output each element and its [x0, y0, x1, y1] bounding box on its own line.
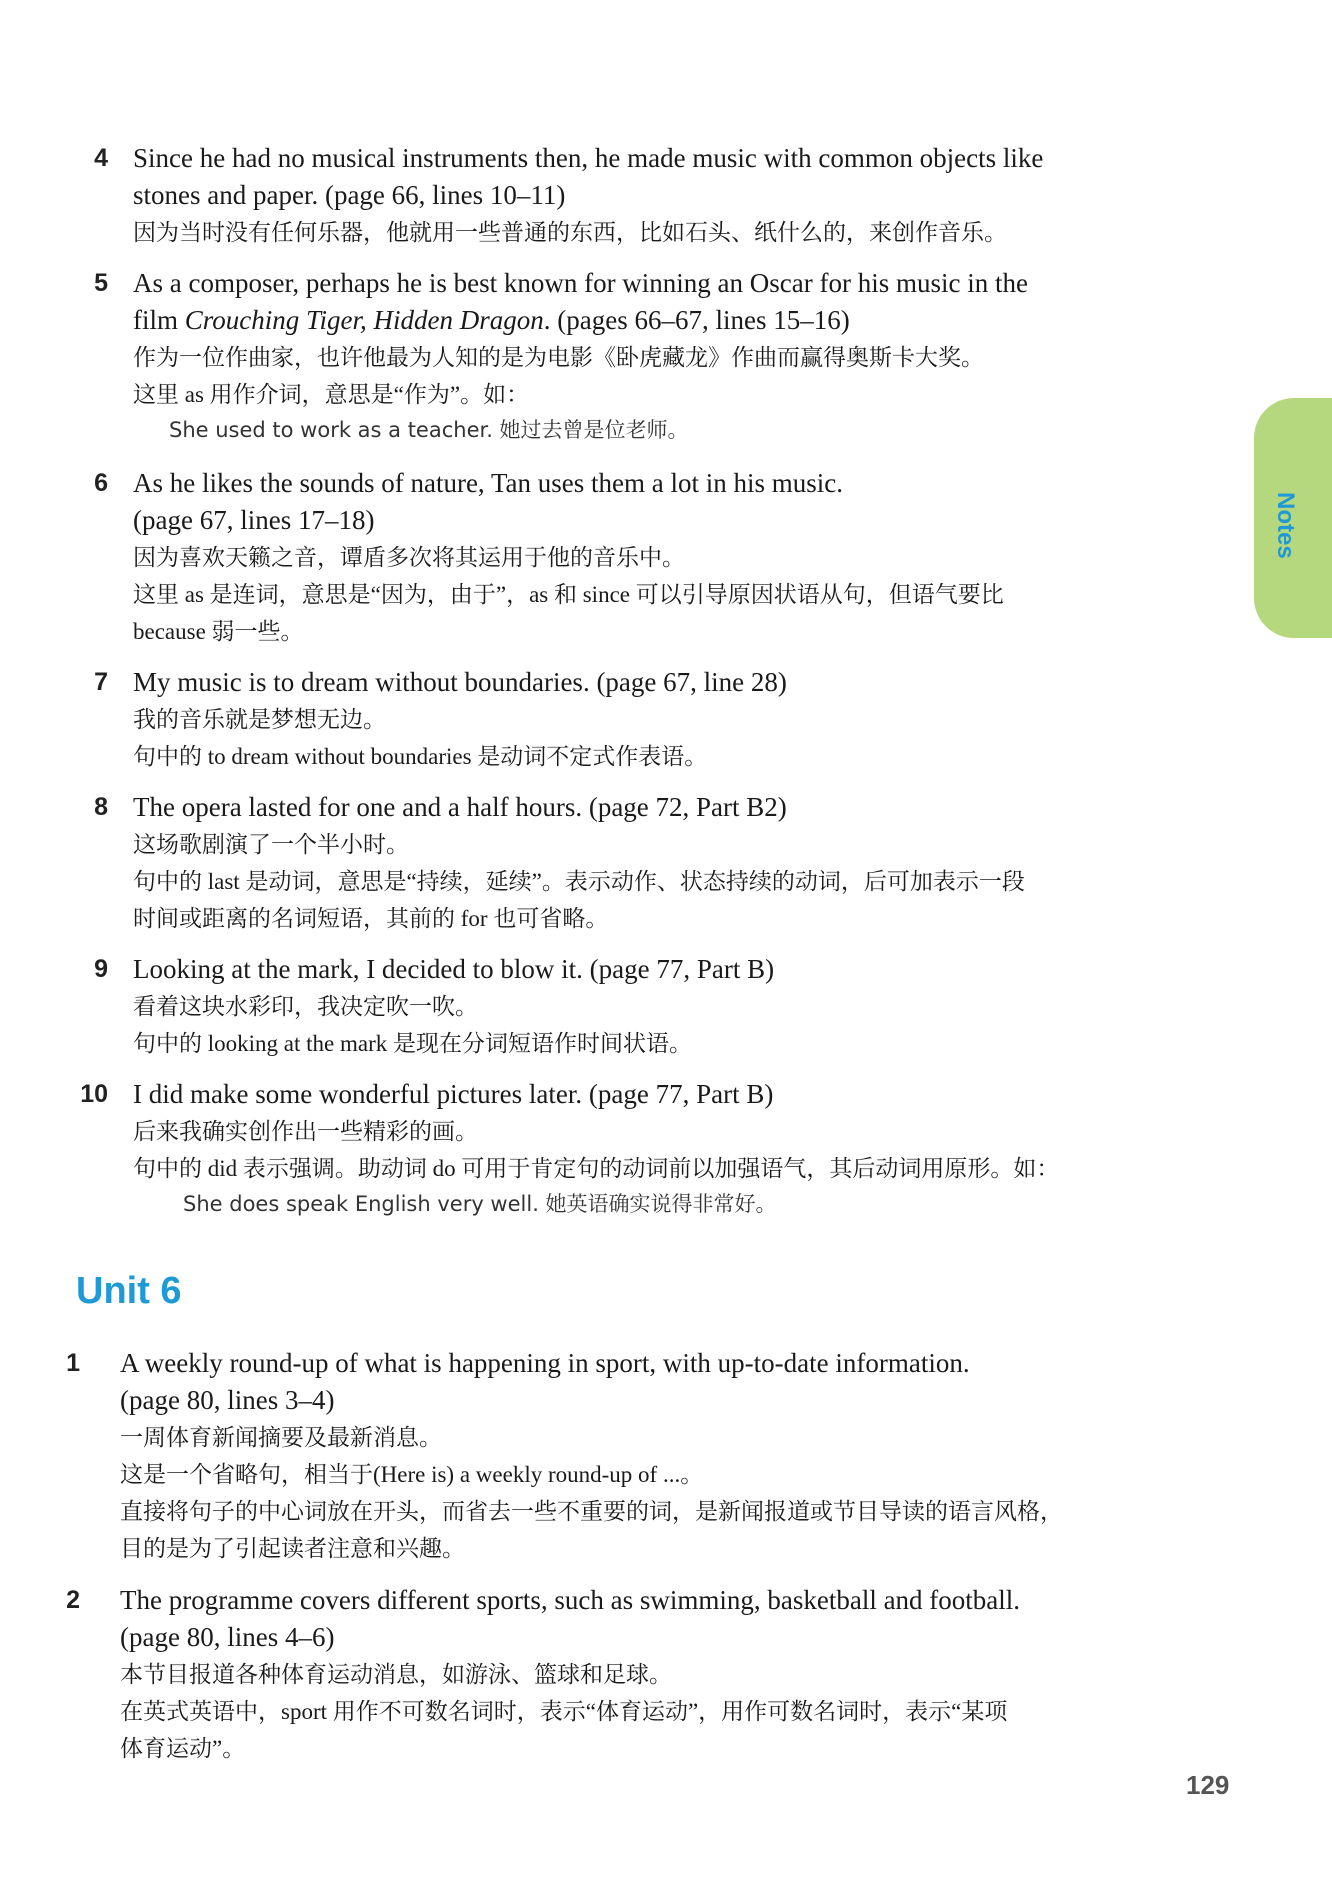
note-number: 1: [66, 1349, 80, 1377]
chinese-translation: 这场歌剧演了一个半小时。: [133, 832, 409, 857]
chinese-translation: 因为当时没有任何乐器，他就用一些普通的东西，比如石头、纸什么的，来创作音乐。: [133, 220, 1007, 245]
unit6-note-1: [0, 1345, 1230, 1567]
english-sentence: (page 67, lines 17–18): [133, 505, 375, 535]
note-4: [0, 140, 1230, 251]
grammar-explanation: 这里 as 是连词，意思是“因为，由于”，as 和 since 可以引导原因状语从句，但语气要比: [133, 582, 1004, 607]
english-sentence: stones and paper. (page 66, lines 10–11): [133, 180, 566, 210]
note-6: [0, 465, 1230, 650]
grammar-explanation: 句中的 last 是动词，意思是“持续，延续”。表示动作、状态持续的动词，后可加表示一段: [133, 869, 1025, 894]
chinese-translation: 作为一位作曲家，也许他最为人知的是为电影《卧虎藏龙》作曲而赢得奥斯卡大奖。: [133, 345, 984, 370]
english-sentence: The opera lasted for one and a half hours. (page 72, Part B2): [133, 792, 787, 822]
english-sentence: I did make some wonderful pictures later. (page 77, Part B): [133, 1079, 774, 1109]
note-number: 4: [94, 144, 108, 172]
english-sentence: As he likes the sounds of nature, Tan uses them a lot in his music.: [133, 468, 844, 498]
film-title: Crouching Tiger, Hidden Dragon: [184, 305, 544, 335]
page-reference: . (pages 66–67, lines 15–16): [543, 305, 850, 335]
sentence-text: film: [133, 305, 185, 335]
unit6-note-2: [0, 1582, 1230, 1767]
note-9: [0, 951, 1230, 1062]
notes-tab-label: Notes: [1272, 492, 1299, 559]
note-10: [0, 1076, 1230, 1221]
note-number: 6: [94, 469, 108, 497]
grammar-explanation: 句中的 looking at the mark 是现在分词短语作时间状语。: [133, 1031, 692, 1056]
example-sentence: She used to work as a teacher. 她过去曾是位老师。: [169, 418, 689, 442]
note-5: [0, 265, 1230, 447]
grammar-explanation: 目的是为了引起读者注意和兴趣。: [120, 1536, 465, 1561]
note-number: 2: [66, 1586, 80, 1614]
english-sentence: The programme covers different sports, such as swimming, basketball and football.: [120, 1585, 1021, 1615]
english-sentence: My music is to dream without boundaries. (page 67, line 28): [133, 667, 787, 697]
grammar-explanation: 句中的 to dream without boundaries 是动词不定式作表语。: [133, 744, 708, 769]
chinese-translation: 因为喜欢天籁之音，谭盾多次将其运用于他的音乐中。: [133, 545, 685, 570]
english-sentence: (page 80, lines 4–6): [120, 1622, 335, 1652]
note-8: [0, 789, 1230, 937]
chinese-translation: 本节目报道各种体育运动消息，如游泳、篮球和足球。: [120, 1662, 672, 1687]
note-number: 7: [94, 668, 108, 696]
note-number: 9: [94, 955, 108, 983]
grammar-explanation: 体育运动”。: [120, 1736, 246, 1761]
note-number: 8: [94, 793, 108, 821]
page-number: 129: [1186, 1770, 1230, 1800]
grammar-explanation: 这是一个省略句，相当于(Here is) a weekly round-up of ...。: [120, 1462, 704, 1487]
english-sentence: As a composer, perhaps he is best known for winning an Oscar for his music in the: [133, 268, 1028, 298]
english-sentence: Since he had no musical instruments then, he made music with common objects like: [133, 143, 1044, 173]
note-number: 10: [80, 1080, 108, 1108]
note-7: [0, 664, 1230, 775]
grammar-explanation: 时间或距离的名词短语，其前的 for 也可省略。: [133, 906, 609, 931]
english-sentence: A weekly round-up of what is happening in sport, with up-to-date information.: [120, 1348, 970, 1378]
english-sentence: (page 80, lines 3–4): [120, 1385, 335, 1415]
english-sentence: [133, 302, 1230, 339]
english-sentence: Looking at the mark, I decided to blow it. (page 77, Part B): [133, 954, 775, 984]
example-sentence: She does speak English very well. 她英语确实说得非常好。: [183, 1192, 777, 1216]
grammar-explanation: because 弱一些。: [133, 619, 304, 644]
grammar-explanation: 在英式英语中，sport 用作不可数名词时，表示“体育运动”，用作可数名词时，表示“某项: [120, 1699, 1008, 1724]
grammar-explanation: 句中的 did 表示强调。助动词 do 可用于肯定句的动词前以加强语气，其后动词用原形。如：: [133, 1156, 1060, 1181]
grammar-explanation: 直接将句子的中心词放在开头，而省去一些不重要的词，是新闻报道或节目导读的语言风格，: [120, 1499, 1063, 1524]
grammar-explanation: 这里 as 用作介词，意思是“作为”。如：: [133, 382, 530, 407]
unit-heading: Unit 6: [76, 1270, 182, 1312]
chinese-translation: 我的音乐就是梦想无边。: [133, 707, 386, 732]
note-number: 5: [94, 269, 108, 297]
chinese-translation: 一周体育新闻摘要及最新消息。: [120, 1425, 442, 1450]
chinese-translation: 看着这块水彩印，我决定吹一吹。: [133, 994, 478, 1019]
chinese-translation: 后来我确实创作出一些精彩的画。: [133, 1119, 478, 1144]
